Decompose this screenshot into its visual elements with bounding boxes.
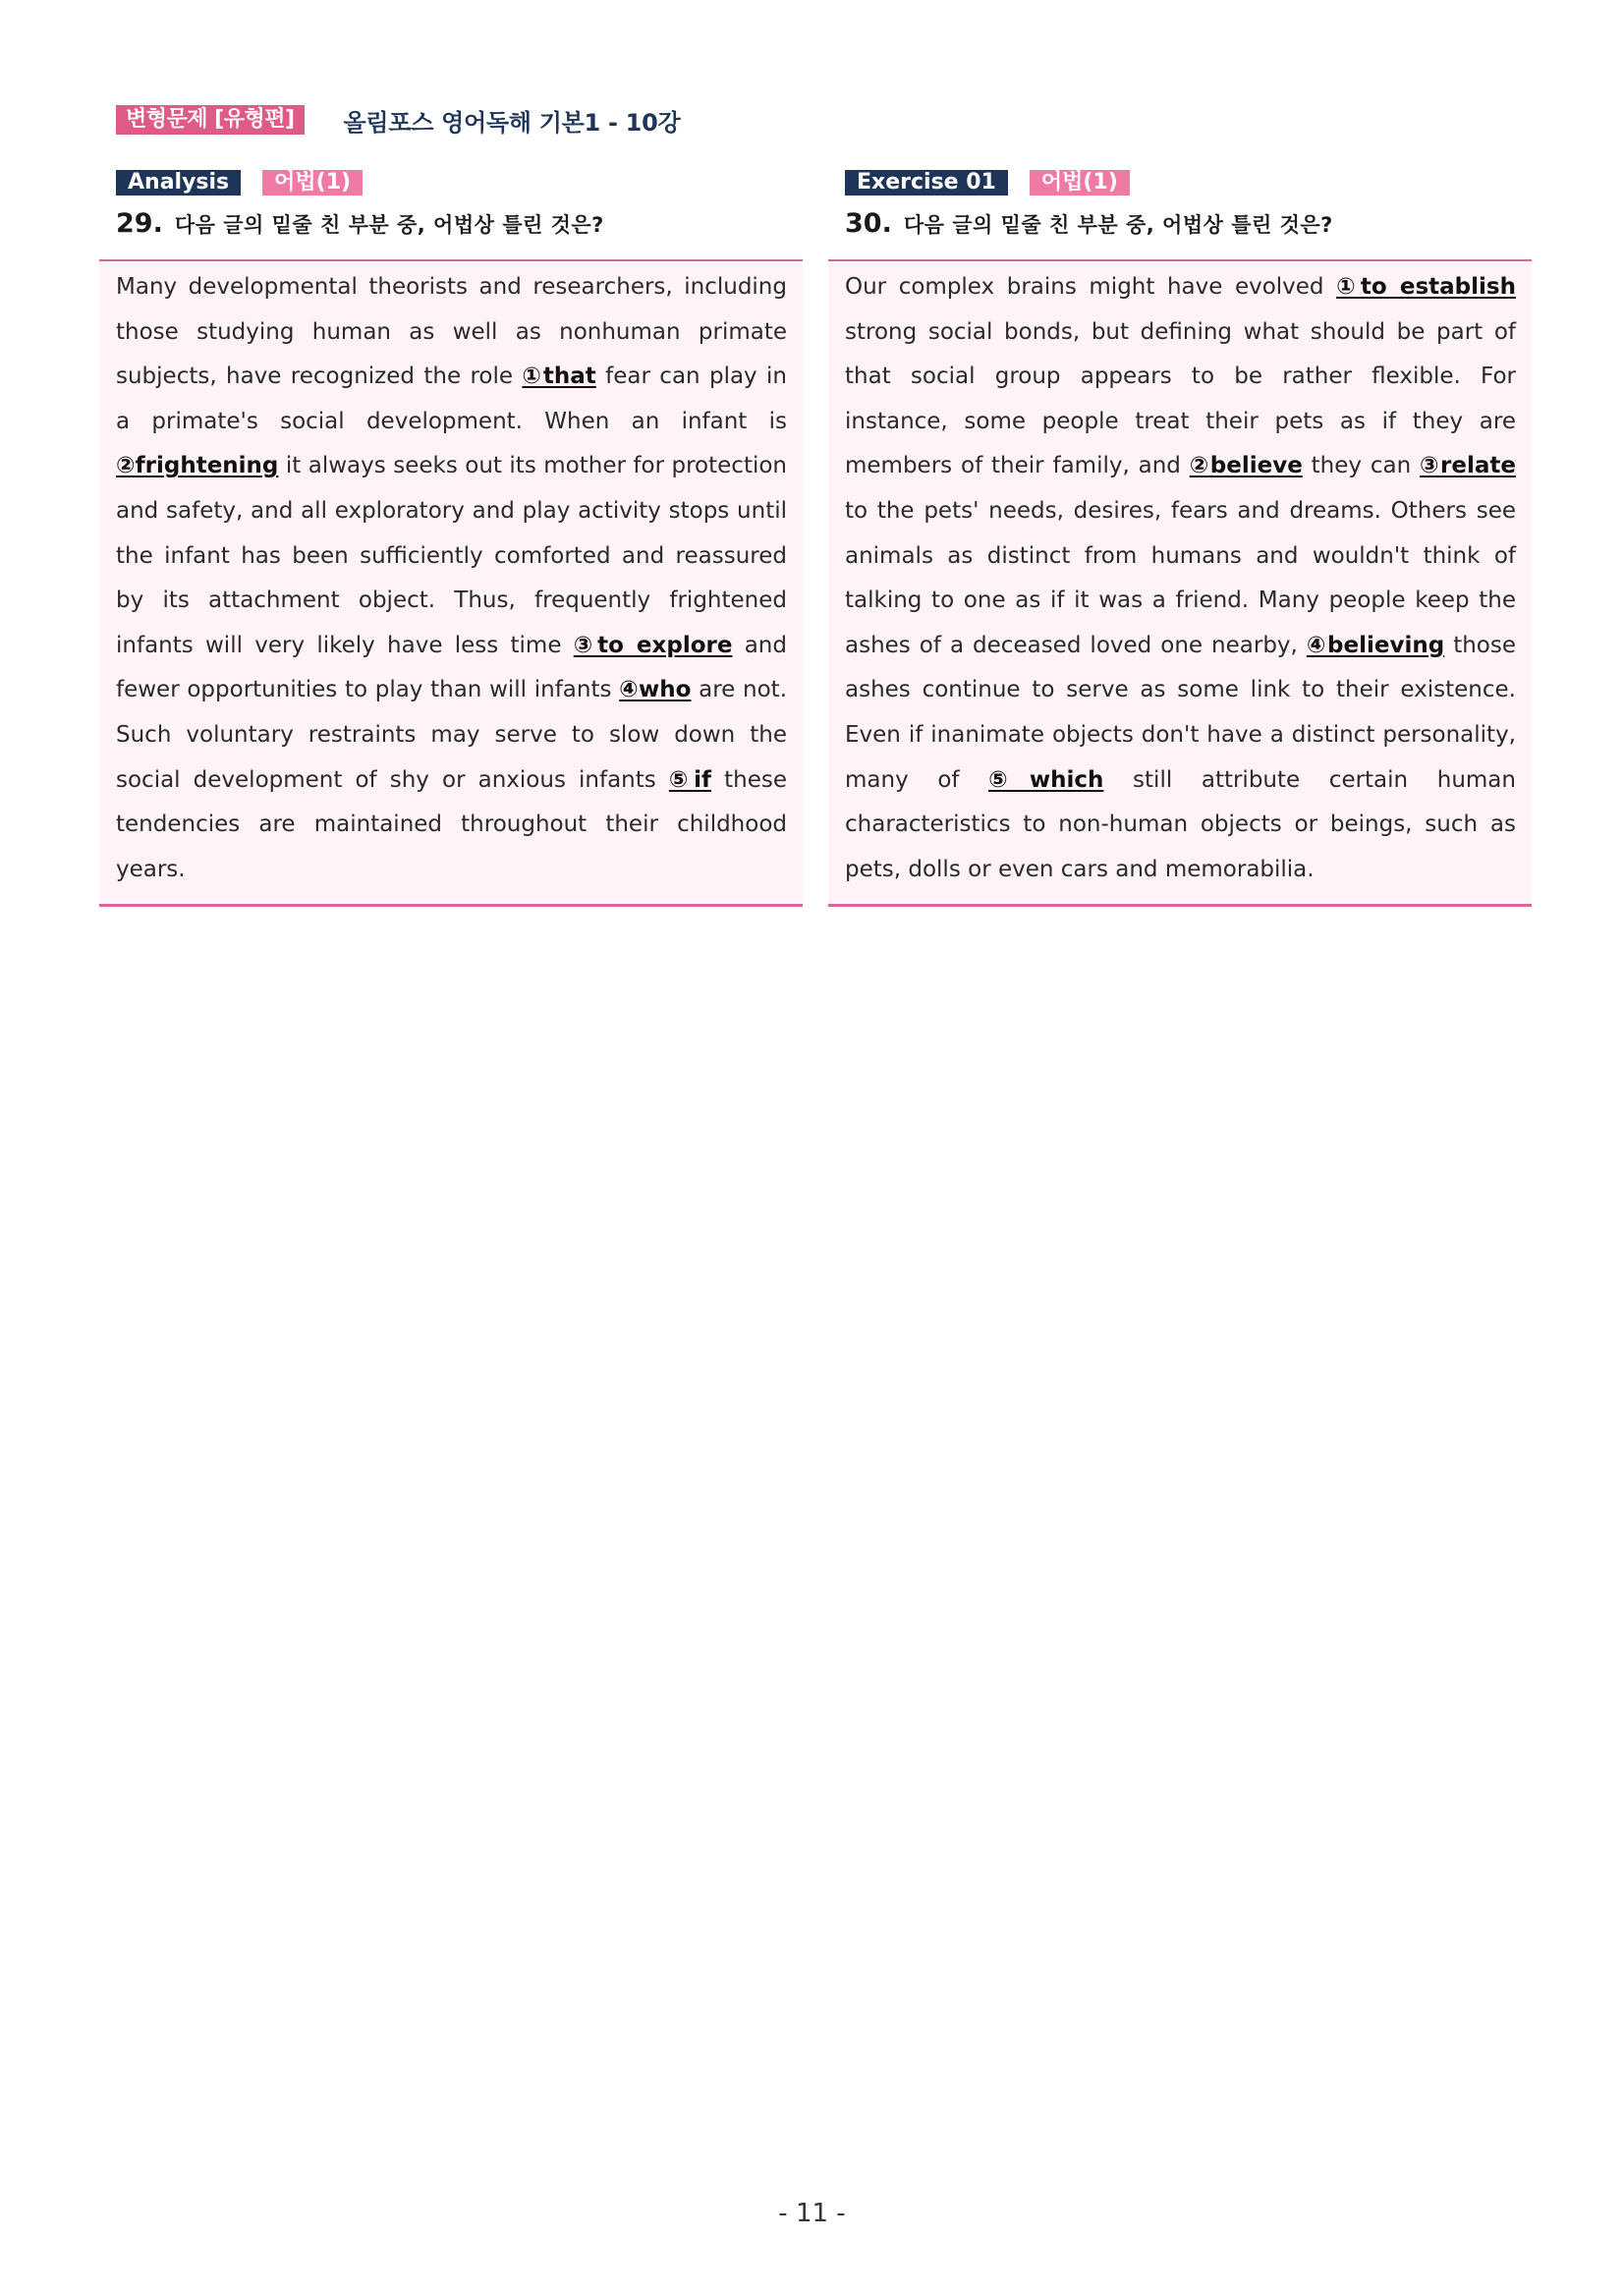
underlined-choice: ④who — [619, 677, 692, 703]
passage-segment: to the pets' needs, desires, fears and dreams. Others see animals as distinct from humans and wouldn't think of talking to one as if it was a friend. Many people keep the ashes of a deceased loved one nearby, — [845, 497, 1516, 658]
underlined-choice: ④believing — [1306, 632, 1445, 658]
passage-segment: Our complex brains might have evolved — [845, 274, 1337, 300]
question-labels — [99, 169, 803, 196]
passage-segment: it always seeks out its mother for protection and safety, and all exploratory and play activity stops until the infant has been sufficiently comforted and reassured by its attachment object. Thus, frequently frightened infants will very likely have less time — [116, 453, 788, 658]
analysis-tag: Analysis — [116, 170, 241, 196]
question-30-column — [828, 169, 1532, 907]
underlined-choice: ①to establish — [1336, 274, 1516, 300]
grammar-tag: 어법(1) — [262, 170, 363, 196]
page-number: - 11 - — [778, 2199, 846, 2228]
passage-box — [99, 259, 803, 907]
grammar-tag: 어법(1) — [1030, 170, 1130, 196]
underlined-choice: ②believe — [1189, 453, 1303, 479]
passage-segment: those ashes continue to serve as some link to their existence. Even if inanimate objects don't have a distinct personality, many of — [845, 632, 1516, 793]
question-labels — [828, 169, 1532, 196]
question-prompt — [828, 208, 1532, 240]
underlined-choice: ③relate — [1420, 453, 1516, 479]
question-29-column — [99, 169, 803, 907]
underlined-choice: ①that — [522, 364, 596, 390]
passage-segment: still attribute certain human characteristics to non-human objects or beings, such as pets, dolls or even cars and memorabilia. — [845, 766, 1516, 882]
passage-segment: strong social bonds, but defining what should be part of that social group appears to be rather flexible. For instance, some people treat their pets as if they are members of their family, and — [845, 318, 1516, 479]
passage-segment: are not. Such voluntary restraints may serve to slow down the social development of shy or anxious infants — [116, 677, 788, 793]
underlined-choice: ③to explore — [573, 632, 733, 658]
question-number: 30. — [845, 208, 892, 239]
passage-box — [828, 259, 1532, 907]
underlined-choice: ⑤if — [668, 766, 712, 793]
passage-segment: and fewer opportunities to play than will infants — [116, 632, 787, 703]
question-text: 다음 글의 밑줄 친 부분 중, 어법상 틀린 것은? — [174, 213, 604, 237]
passage-segment: they can — [1302, 453, 1421, 479]
exercise-tag: Exercise 01 — [845, 170, 1008, 196]
underlined-choice: ⑤which — [988, 766, 1104, 793]
page-header — [116, 104, 680, 136]
passage-segment: these tendencies are maintained throughout their childhood years. — [116, 766, 787, 882]
question-text: 다음 글의 밑줄 친 부분 중, 어법상 틀린 것은? — [903, 213, 1333, 237]
underlined-choice: ②frightening — [116, 453, 279, 479]
page-title: 올림포스 영어독해 기본1 - 10강 — [343, 108, 681, 137]
passage-text — [116, 261, 787, 892]
question-number: 29. — [116, 208, 163, 239]
passage-text — [845, 261, 1516, 892]
question-prompt — [99, 208, 803, 240]
passage-segment: Many developmental theorists and researchers, including those studying human as well as nonhuman primate subjects, have recognized the role — [116, 274, 787, 390]
section-badge: 변형문제 [유형편] — [116, 105, 305, 135]
passage-segment: fear can play in a primate's social development. When an infant is — [116, 364, 787, 434]
